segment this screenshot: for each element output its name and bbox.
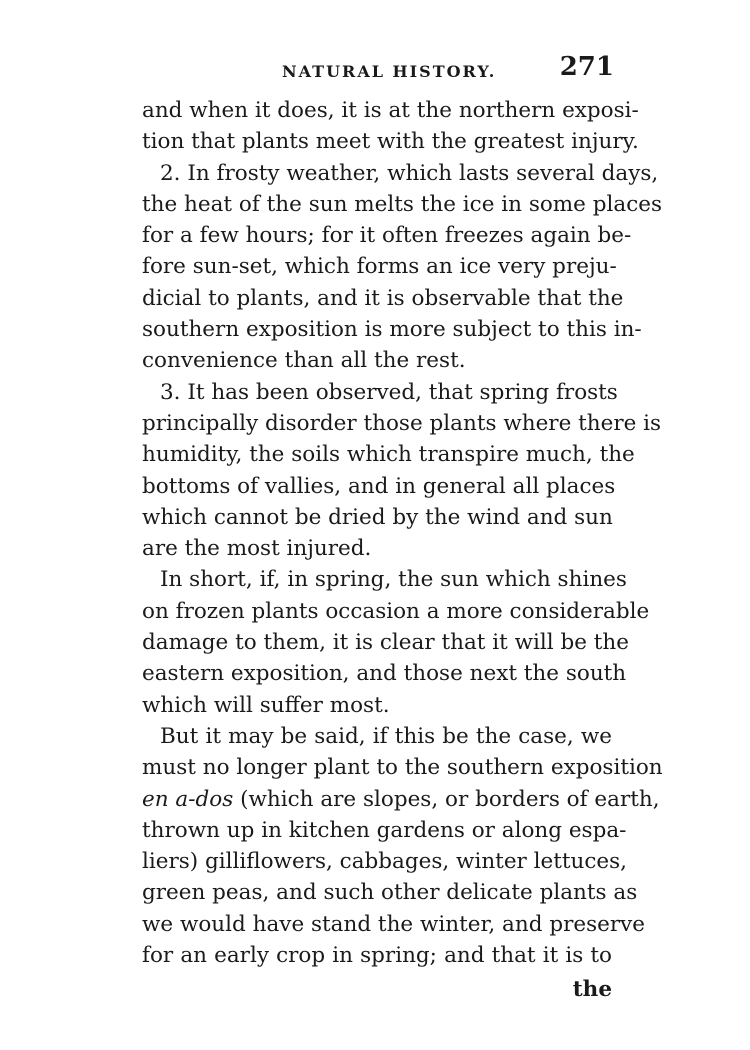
text-line: on frozen plants occasion a more considerable xyxy=(142,598,650,624)
page-number: 271 xyxy=(559,52,614,82)
text-line: convenience than all the rest. xyxy=(142,348,466,374)
text-line: green peas, and such other delicate plants as xyxy=(142,880,638,906)
text-line: dicial to plants, and it is observable that the xyxy=(142,285,624,311)
text-line: tion that plants meet with the greatest injury. xyxy=(142,129,639,155)
text-line: bottoms of vallies, and in general all places xyxy=(142,473,616,499)
text-line: damage to them, it is clear that it will be the xyxy=(142,630,629,656)
body-text xyxy=(142,95,663,971)
text-line: the heat of the sun melts the ice in some places xyxy=(142,191,662,217)
text-line: which cannot be dried by the wind and sun xyxy=(142,504,613,530)
page-header xyxy=(140,52,614,86)
text-line: In short, if, in spring, the sun which shines xyxy=(160,567,627,593)
text-line: we would have stand the winter, and preserve xyxy=(142,911,645,937)
text-line: fore sun-set, which forms an ice very preju- xyxy=(142,254,617,280)
running-head: NATURAL HISTORY. xyxy=(282,62,497,81)
text-line: liers) gilliflowers, cabbages, winter lettuces, xyxy=(142,849,628,875)
text-line: are the most injured. xyxy=(142,536,372,562)
text-line: humidity, the soils which transpire much, the xyxy=(142,442,635,468)
text-line: principally disorder those plants where there is xyxy=(142,410,662,436)
text-line: for a few hours; for it often freezes again be- xyxy=(142,223,632,249)
text-line: must no longer plant to the southern exposition xyxy=(142,755,663,781)
text-line: which will suffer most. xyxy=(142,692,390,718)
text-line: for an early crop in spring; and that it is to xyxy=(142,943,612,969)
text-line: eastern exposition, and those next the south xyxy=(142,661,627,687)
text-line: southern exposition is more subject to this in- xyxy=(142,317,642,343)
text-line xyxy=(142,784,660,815)
text-line-rest: (which are slopes, or borders of earth, xyxy=(240,786,660,812)
text-line: 2. In frosty weather, which lasts several days, xyxy=(160,160,659,186)
text-line: thrown up in kitchen gardens or along espa- xyxy=(142,817,627,843)
text-line: and when it does, it is at the northern exposi- xyxy=(142,98,639,123)
catchword: the xyxy=(572,977,612,1002)
text-line: 3. It has been observed, that spring frosts xyxy=(160,379,618,405)
text-line: But it may be said, if this be the case, we xyxy=(160,723,612,749)
italic-phrase: en a-dos xyxy=(142,786,234,812)
